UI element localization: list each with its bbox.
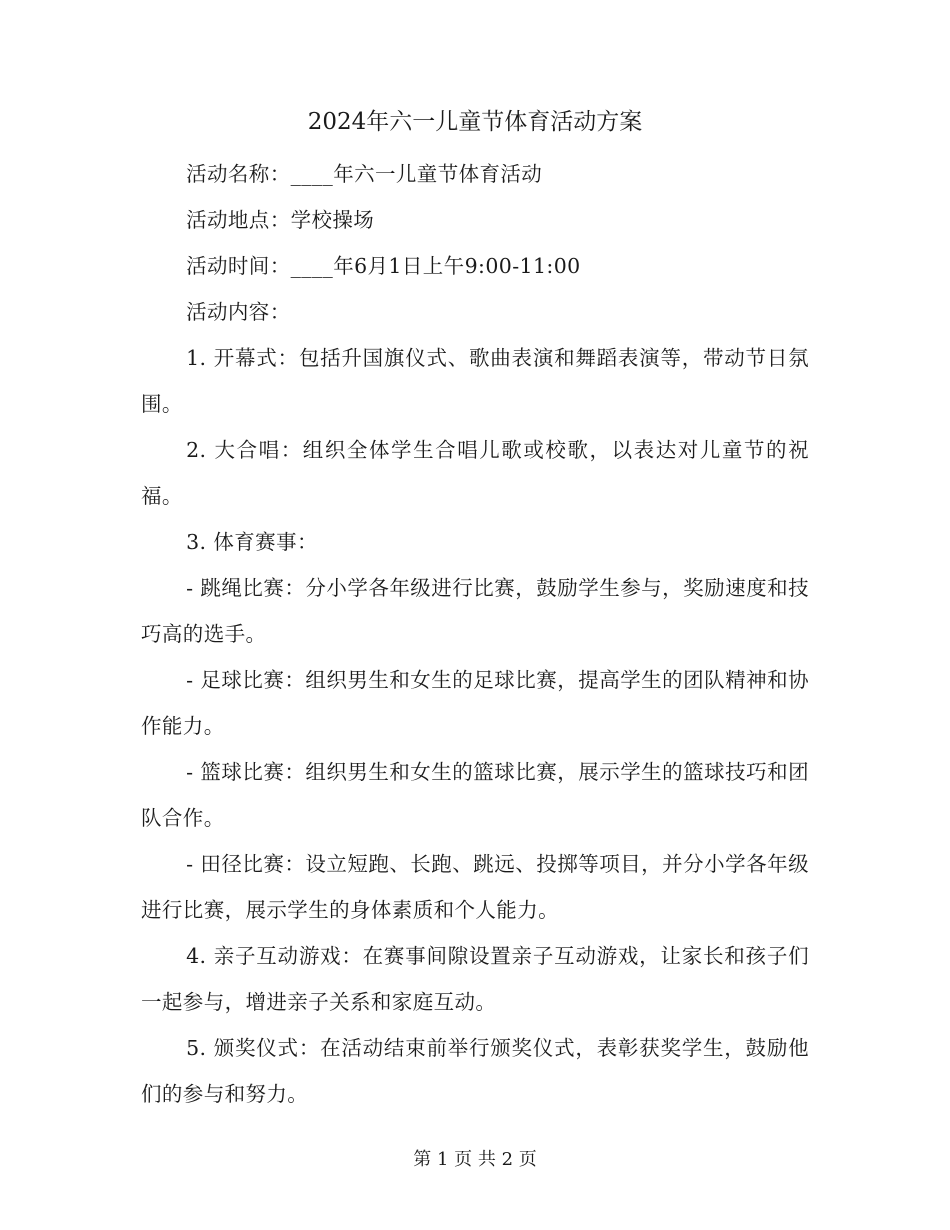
activity-name-paragraph: 活动名称：____年六一儿童节体育活动 (186, 162, 543, 186)
page-title: 2024年六一儿童节体育活动方案 (307, 109, 643, 135)
activity-time-paragraph: 活动时间：____年6月1日上午9:00-11:00 (186, 254, 581, 278)
chorus-paragraph: 2. 大合唱：组织全体学生合唱儿歌或校歌，以表达对儿童节的祝福。 (141, 438, 809, 508)
rope-skipping-paragraph: - 跳绳比赛：分小学各年级进行比赛，鼓励学生参与，奖励速度和技巧高的选手。 (141, 576, 809, 646)
opening-ceremony-paragraph: 1. 开幕式：包括升国旗仪式、歌曲表演和舞蹈表演等，带动节日氛围。 (141, 346, 809, 416)
parent-child-games-paragraph: 4. 亲子互动游戏：在赛事间隙设置亲子互动游戏，让家长和孩子们一起参与，增进亲子关系和家庭互动。 (141, 944, 809, 1014)
track-field-paragraph: - 田径比赛：设立短跑、长跑、跳远、投掷等项目，并分小学各年级进行比赛，展示学生的身体素质和个人能力。 (141, 852, 809, 922)
sports-events-heading: 3. 体育赛事： (186, 530, 318, 554)
football-paragraph: - 足球比赛：组织男生和女生的足球比赛，提高学生的团队精神和协作能力。 (141, 668, 809, 738)
activity-location-paragraph: 活动地点：学校操场 (186, 208, 375, 232)
page-number-footer: 第 1 页 共 2 页 (413, 1149, 537, 1170)
document-body (141, 151, 809, 1117)
award-ceremony-paragraph: 5. 颁奖仪式：在活动结束前举行颁奖仪式，表彰获奖学生，鼓励他们的参与和努力。 (141, 1036, 809, 1106)
activity-content-heading: 活动内容： (186, 300, 291, 324)
basketball-paragraph: - 篮球比赛：组织男生和女生的篮球比赛，展示学生的篮球技巧和团队合作。 (141, 760, 809, 830)
